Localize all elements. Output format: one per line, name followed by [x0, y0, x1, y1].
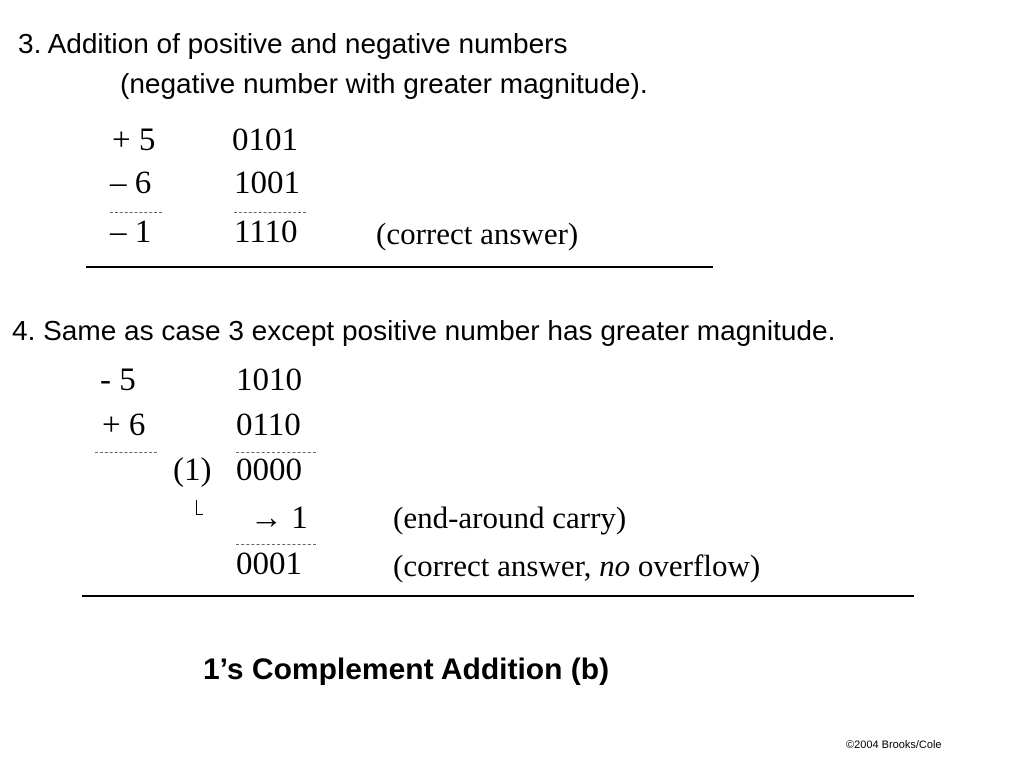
case4-operand1-decimal: - 5: [100, 362, 136, 398]
case4-result-note-emphasis: no: [599, 548, 631, 583]
case3-operand1-decimal: + 5: [112, 122, 156, 158]
case3-result-binary: 1110: [234, 214, 298, 250]
case3-sum-line-binary: [234, 212, 306, 213]
case3-heading: 3. Addition of positive and negative numbers: [18, 28, 568, 59]
case4-operand1-binary: 1010: [236, 362, 302, 398]
case4-carry-out: (1): [173, 452, 212, 488]
case3-sum-line-decimal: [110, 212, 162, 213]
slide-title: 1’s Complement Addition (b): [203, 653, 610, 686]
case4-operand2-binary: 0110: [236, 407, 301, 443]
case3-operand1-binary: 0101: [232, 122, 298, 158]
copyright-notice: ©2004 Brooks/Cole: [846, 739, 942, 751]
case4-result-note-end: overflow): [630, 548, 761, 583]
case4-divider: [82, 595, 914, 597]
case4-result-binary: 0001: [236, 546, 302, 582]
case4-heading: 4. Same as case 3 except positive number has greater magnitude.: [12, 315, 836, 346]
case4-end-around-carry-value: → 1: [250, 500, 308, 536]
case4-result-note: [393, 548, 760, 584]
case4-final-sum-line: [236, 544, 316, 545]
case3-heading-subtitle: (negative number with greater magnitude).: [120, 68, 648, 99]
case3-result-decimal: – 1: [110, 214, 152, 250]
case4-partial-sum-binary: 0000: [236, 452, 302, 488]
carry-arrow-hook: [196, 500, 203, 515]
case4-result-note-start: (correct answer,: [393, 548, 600, 583]
case3-divider: [86, 266, 713, 268]
case4-sum-line-decimal: [95, 452, 157, 453]
case4-operand2-decimal: + 6: [102, 407, 146, 443]
case3-result-note: (correct answer): [376, 216, 579, 251]
case4-end-around-carry-note: (end-around carry): [393, 500, 627, 535]
case3-operand2-decimal: – 6: [110, 165, 152, 201]
case3-operand2-binary: 1001: [234, 165, 300, 201]
